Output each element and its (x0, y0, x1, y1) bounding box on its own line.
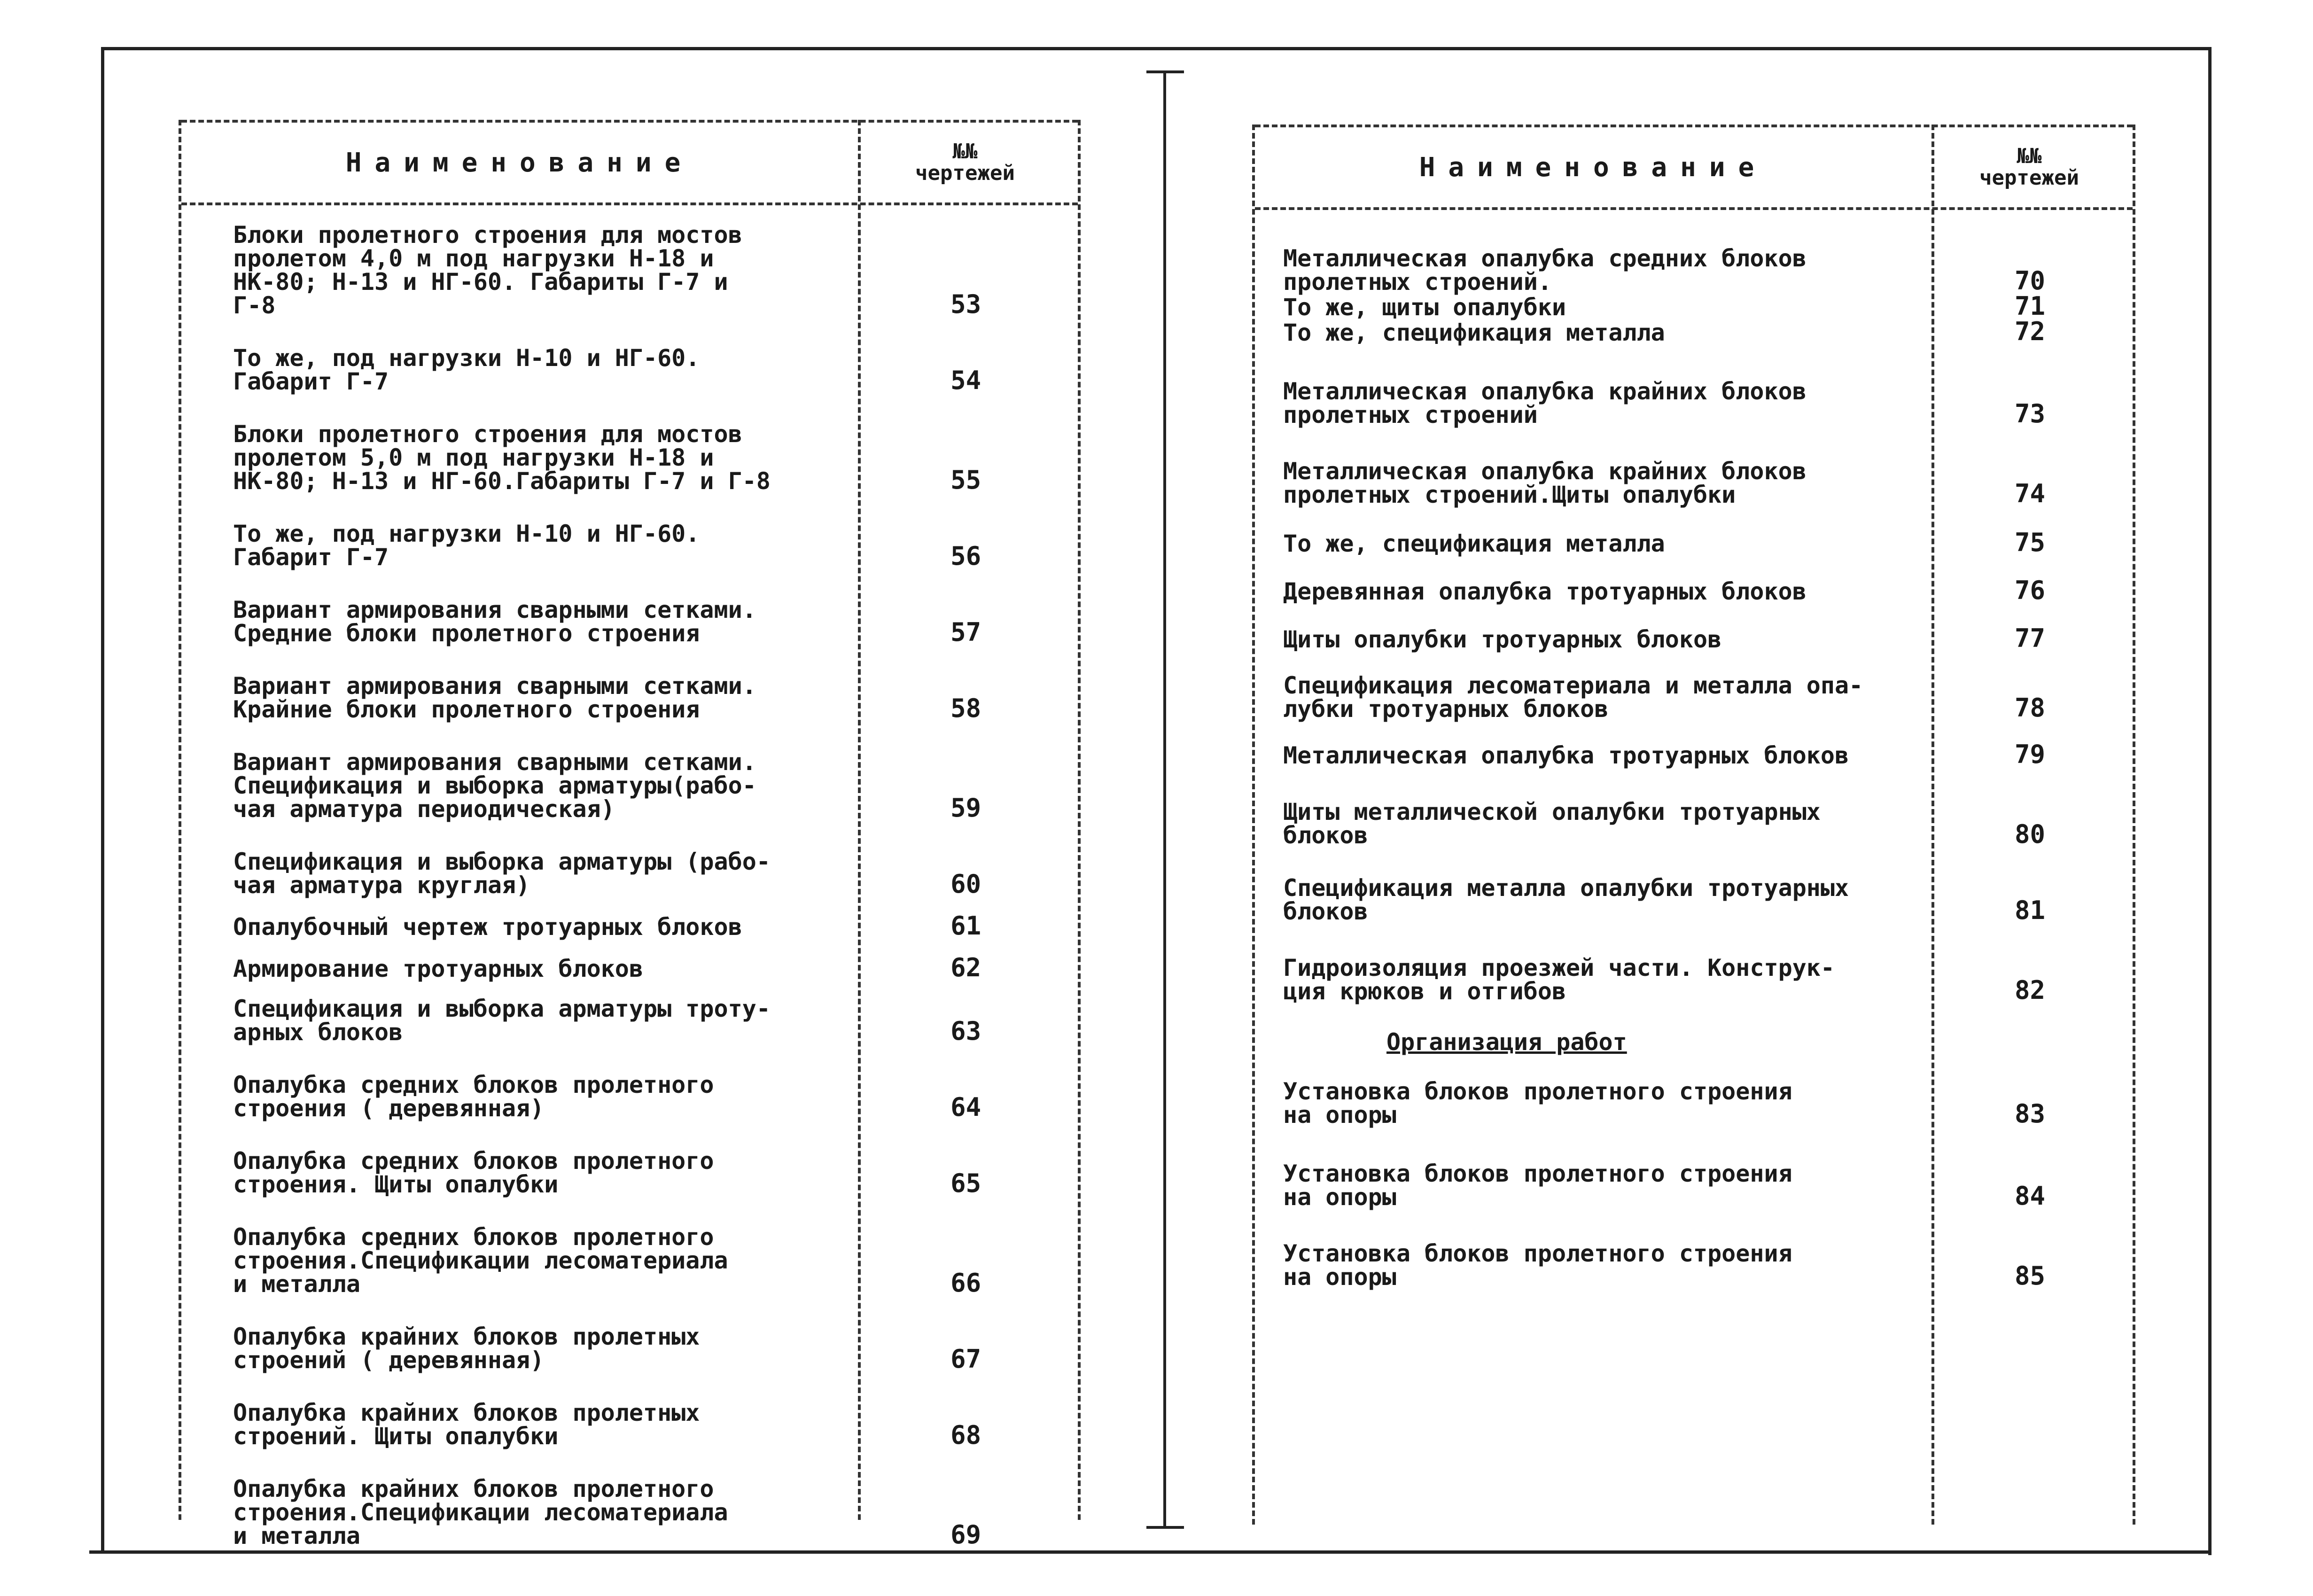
row-name: Щиты металлической опалубки тротуарных блоков (1283, 798, 1821, 849)
row-name: Установка блоков пролетного строения на опоры (1283, 1240, 1792, 1291)
row-drawing-number: 56 (950, 541, 981, 571)
row-drawing-number: 85 (2014, 1261, 2045, 1291)
row-name: Щиты опалубки тротуарных блоков (1283, 626, 1722, 653)
table-row (181, 850, 1078, 897)
header-number-sign: №№ (952, 139, 978, 163)
left-page (179, 120, 1081, 1549)
row-drawing-number: 53 (950, 289, 981, 319)
table-row (1255, 1080, 2133, 1127)
row-drawing-number: 76 (2014, 576, 2045, 605)
row-name: Металлическая опалубка средних блоков пролетных строений. (1283, 245, 1807, 296)
table-row (181, 422, 1078, 493)
row-drawing-number: 84 (2014, 1181, 2045, 1211)
row-name: Опалубка крайних блоков пролетных строений. Щиты опалубки (233, 1399, 700, 1450)
left-table (179, 120, 1081, 1549)
row-name: Установка блоков пролетного строения на опоры (1283, 1160, 1792, 1211)
row-name: Опалубка средних блоков пролетного строения ( деревянная) (233, 1071, 714, 1122)
row-drawing-number: 81 (2014, 895, 2045, 925)
row-name: То же, спецификация металла (1283, 319, 1665, 346)
row-drawing-number: 70 (2014, 266, 2045, 296)
table-row (181, 1477, 1078, 1548)
fold-line-cap-top (1146, 70, 1184, 73)
row-name: Опалубка средних блоков пролетного строения. Щиты опалубки (233, 1147, 714, 1198)
table-row (181, 598, 1078, 645)
row-name: Деревянная опалубка тротуарных блоков (1283, 578, 1807, 605)
row-name: Опалубка крайних блоков пролетного строения.Спецификации лесоматериала и металла (233, 1475, 728, 1549)
left-table-header (181, 120, 1078, 205)
table-row (181, 1149, 1078, 1196)
header-number-sign: №№ (2017, 144, 2042, 168)
fold-line-cap-bottom (1146, 1526, 1184, 1529)
table-row (1255, 1242, 2133, 1289)
row-name: То же, спецификация металла (1283, 530, 1665, 557)
row-drawing-number: 60 (950, 869, 981, 899)
row-name: Армирование тротуарных блоков (233, 955, 643, 982)
table-row (1255, 459, 2133, 506)
row-name: Вариант армирования сварными сетками. Спецификация и выборка арматуры(рабо- чая арматура периодическая) (233, 748, 756, 823)
table-row (1255, 876, 2133, 923)
table-row (1255, 956, 2133, 1003)
row-name: Блоки пролетного строения для мостов пролетом 5,0 м под нагрузки Н-18 и НК-80; Н-13 и НГ-60.Габариты Г-7 и Г-8 (233, 420, 771, 495)
right-table (1252, 125, 2135, 1525)
row-drawing-number: 66 (950, 1268, 981, 1298)
row-drawing-number: 82 (2014, 975, 2045, 1005)
row-drawing-number: 62 (950, 953, 981, 982)
table-row (181, 674, 1078, 721)
table-row (181, 750, 1078, 821)
row-name: Спецификация металла опалубки тротуарных блоков (1283, 874, 1849, 925)
row-name: То же, под нагрузки Н-10 и НГ-60. Габарит Г-7 (233, 520, 700, 571)
table-row (181, 955, 1078, 981)
table-row (181, 913, 1078, 939)
table-row (1255, 380, 2133, 427)
section-title: Организация работ (1386, 1028, 1627, 1056)
row-name: Опалубка крайних блоков пролетных строений ( деревянная) (233, 1323, 700, 1374)
left-rows (181, 223, 1078, 1548)
row-drawing-number: 55 (950, 465, 981, 495)
table-row (1255, 1162, 2133, 1209)
header-name: Наименование (1419, 152, 1768, 183)
header-number (852, 123, 1078, 202)
row-name: То же, под нагрузки Н-10 и НГ-60. Габарит Г-7 (233, 344, 700, 395)
row-drawing-number: 69 (950, 1520, 981, 1549)
row-name: Спецификация и выборка арматуры (рабо- чая арматура круглая) (233, 848, 771, 899)
row-drawing-number: 58 (950, 693, 981, 723)
right-rows (1255, 247, 2133, 1289)
table-row (181, 522, 1078, 569)
table-row (1255, 530, 2133, 555)
row-name: Опалубочный чертеж тротуарных блоков (233, 913, 742, 941)
row-drawing-number: 73 (2014, 399, 2045, 428)
right-page (1252, 125, 2135, 1525)
row-name: Вариант армирования сварными сетками. Средние блоки пролетного строения (233, 596, 756, 647)
table-row (1255, 800, 2133, 847)
row-name: Установка блоков пролетного строения на опоры (1283, 1078, 1792, 1129)
row-drawing-number: 72 (2014, 317, 2045, 346)
row-drawing-number: 57 (950, 617, 981, 647)
frame-right-border (2208, 47, 2212, 1555)
header-number (1926, 127, 2133, 207)
row-drawing-number: 67 (950, 1344, 981, 1374)
row-name: Металлическая опалубка крайних блоков пролетных строений.Щиты опалубки (1283, 458, 1807, 508)
table-row (181, 997, 1078, 1044)
row-name: Спецификация и выборка арматуры троту- арных блоков (233, 995, 771, 1046)
table-row (1255, 247, 2133, 294)
row-name: Блоки пролетного строения для мостов пролетом 4,0 м под нагрузки Н-18 и НК-80; Н-13 и НГ-60. Габариты Г-7 и Г-8 (233, 221, 742, 319)
row-name: Спецификация лесоматериала и металла опа- лубки тротуарных блоков (1283, 672, 1863, 723)
row-name: Опалубка средних блоков пролетного строения.Спецификации лесоматериала и металла (233, 1223, 728, 1298)
row-drawing-number: 80 (2014, 819, 2045, 849)
row-drawing-number: 64 (950, 1092, 981, 1122)
table-row (1255, 623, 2133, 653)
frame-bottom-border (89, 1550, 2211, 1554)
right-table-header (1255, 125, 2133, 210)
header-number-label: чертежей (915, 161, 1015, 185)
table-row (181, 1325, 1078, 1372)
row-name: Металлическая опалубка тротуарных блоков (1283, 742, 1849, 769)
table-row (1255, 291, 2133, 321)
row-drawing-number: 79 (2014, 740, 2045, 769)
page-fold-line (1163, 70, 1166, 1527)
row-name: То же, щиты опалубки (1283, 294, 1566, 321)
row-name: Металлическая опалубка крайних блоков пролетных строений (1283, 378, 1807, 428)
frame-top-border (101, 47, 2208, 50)
table-row (181, 1073, 1078, 1120)
row-drawing-number: 54 (950, 366, 981, 395)
table-row (181, 346, 1078, 393)
table-row (1255, 578, 2133, 603)
table-row (1255, 674, 2133, 721)
row-drawing-number: 59 (950, 793, 981, 823)
frame-left-border (101, 47, 104, 1550)
header-name: Наименование (345, 147, 694, 178)
row-name: Вариант армирования сварными сетками. Крайние блоки пролетного строения (233, 672, 756, 723)
row-name: Гидроизоляция проезжей части. Конструк- ция крюков и отгибов (1283, 954, 1835, 1005)
row-drawing-number: 68 (950, 1420, 981, 1450)
table-row (1255, 319, 2133, 344)
table-row (181, 223, 1078, 317)
row-drawing-number: 78 (2014, 693, 2045, 723)
row-drawing-number: 75 (2014, 528, 2045, 557)
header-number-label: чертежей (1979, 166, 2079, 190)
row-drawing-number: 77 (2014, 623, 2045, 653)
row-drawing-number: 74 (2014, 479, 2045, 508)
row-drawing-number: 65 (950, 1168, 981, 1198)
table-row (1255, 742, 2133, 767)
row-drawing-number: 61 (950, 911, 981, 941)
row-drawing-number: 71 (2014, 291, 2045, 321)
table-row (181, 1225, 1078, 1296)
row-drawing-number: 63 (950, 1016, 981, 1046)
row-drawing-number: 83 (2014, 1099, 2045, 1129)
table-row (181, 1401, 1078, 1448)
